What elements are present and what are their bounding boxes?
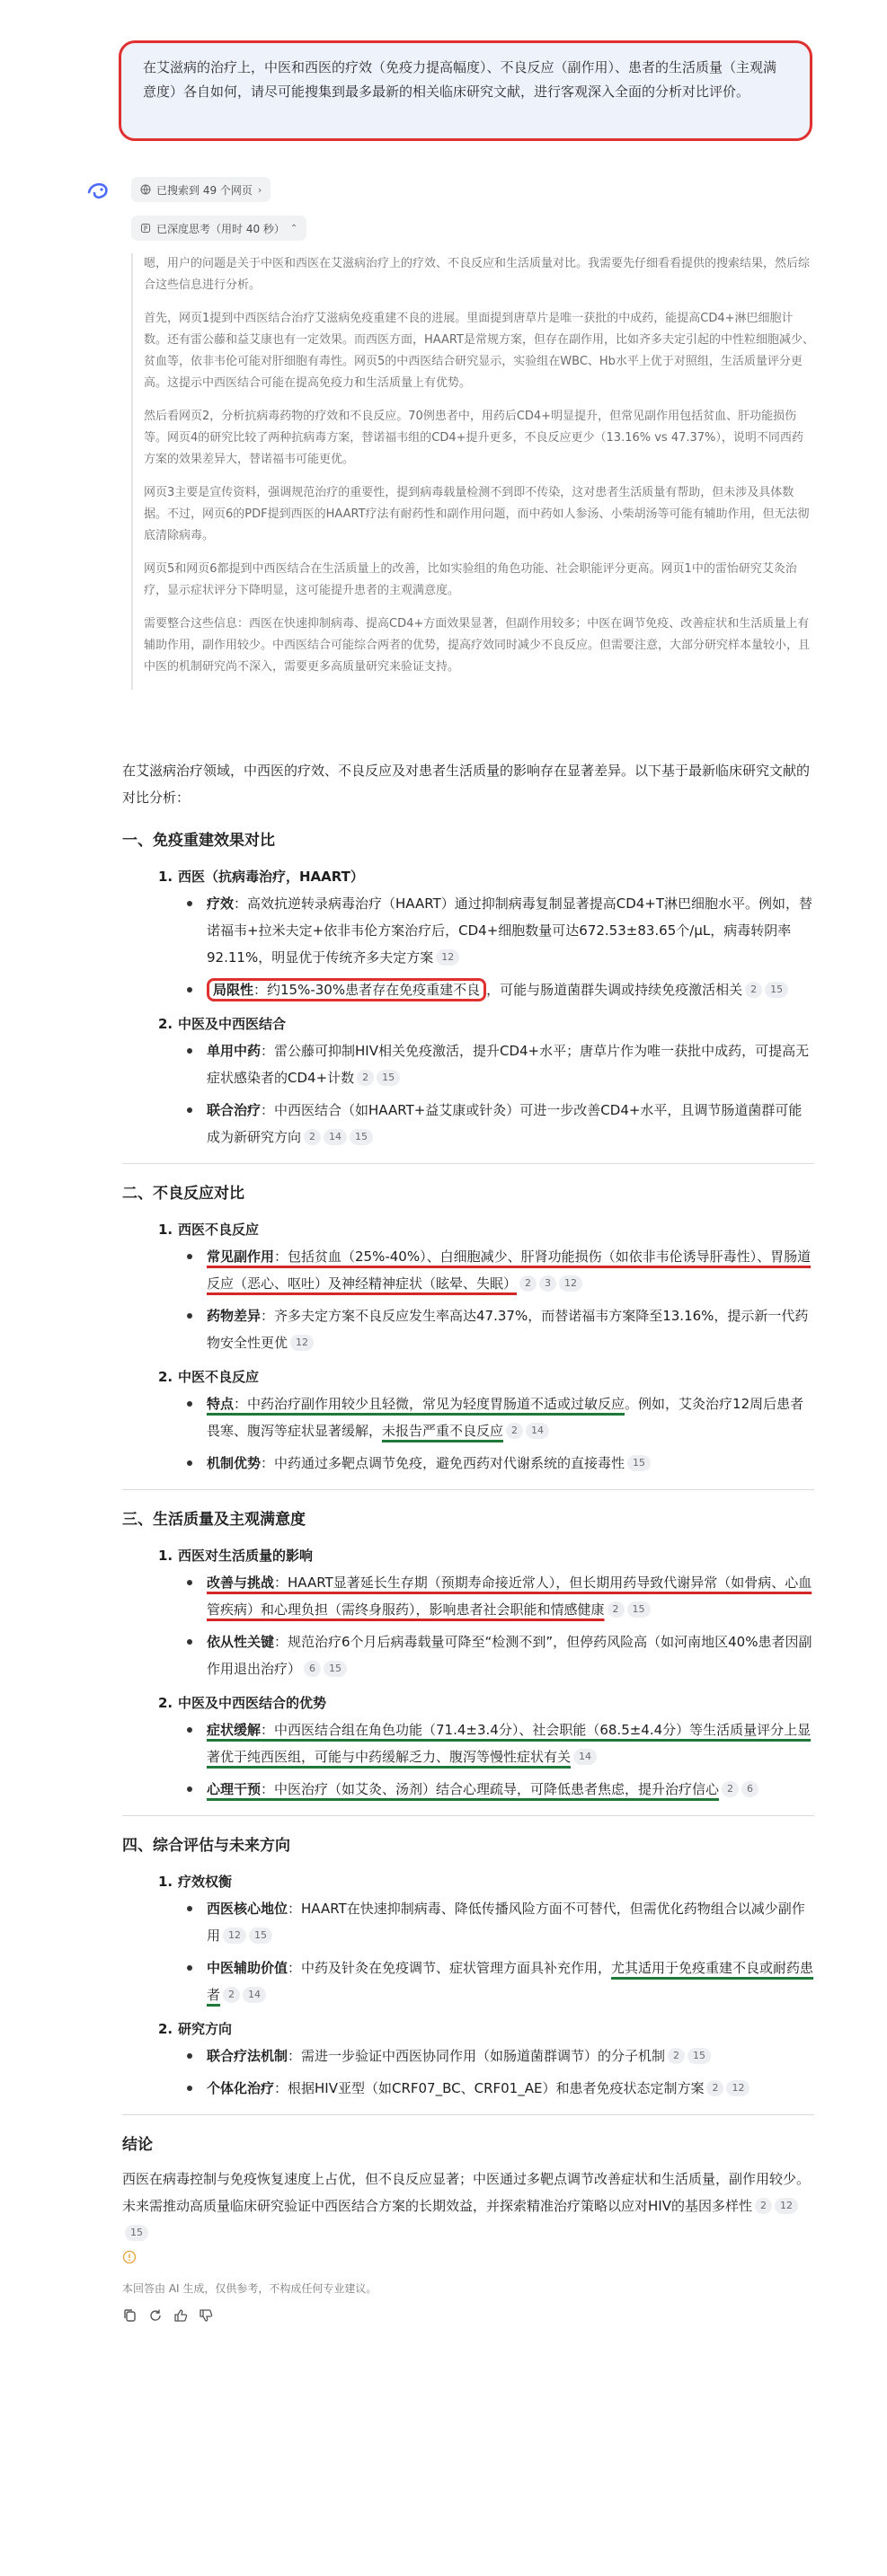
list-item: 疗效：高效抗逆转录病毒治疗（HAART）通过抑制病毒复制显著提高CD4+T淋巴细胞水平。例如，替诺福韦+拉米夫定+依非韦伦方案治疗后，CD4+细胞数量可达672.53±83.65个/μL，病毒转阴率92.11%，明显优于传统齐多夫定方案 12 <box>183 890 814 971</box>
subsection-title: 2. 中医及中西医结合 <box>158 1016 287 1032</box>
think-paragraph: 网页3主要是宣传资料，强调规范治疗的重要性，提到病毒载量检测不到即不传染，这对患者生活质量有帮助，但未涉及具体数据。不过，网页6的PDF提到西医的HAART疗法有耐药性和副作用问题，而中药如人参汤、小柴胡汤等可能有辅助作用，但无法彻底清除病毒。 <box>144 486 810 543</box>
list-item: 局限性：约15%-30%患者存在免疫重建不良 ，可能与肠道菌群失调或持续免疫激活相关 2 15 <box>183 976 814 1003</box>
divider <box>122 2114 814 2115</box>
section-title: 一、免疫重建效果对比 <box>122 832 275 850</box>
citation-badge[interactable]: 15 <box>350 1129 373 1145</box>
chevron-right-icon: › <box>257 183 262 196</box>
thumbs-up-icon[interactable] <box>173 2307 189 2324</box>
citation-badge[interactable]: 12 <box>726 2080 750 2096</box>
citation-badge[interactable]: 6 <box>304 1661 321 1677</box>
list-item: 依从性关键：规范治疗6个月后病毒载量可降至“检测不到”，但停药风险高（如河南地区40%患者因副作用退出治疗） 6 15 <box>183 1628 814 1682</box>
subsection-title: 1. 西医不良反应 <box>158 1222 260 1238</box>
user-query-bubble <box>119 40 812 141</box>
deep-think-pill[interactable] <box>131 216 306 241</box>
search-results-label: 已搜索到 49 个网页 <box>156 183 253 197</box>
citation-badge[interactable]: 15 <box>249 1928 272 1944</box>
citation-badge[interactable]: 2 <box>357 1070 374 1086</box>
citation-badge[interactable]: 2 <box>745 982 762 998</box>
chevron-up-icon: ⌃ <box>289 223 298 234</box>
list-item: 西医核心地位：HAART在快速抑制病毒、降低传播风险方面不可替代，但需优化药物组合以减少副作用 12 15 <box>183 1895 814 1949</box>
subsection-title: 2. 研究方向 <box>158 2021 233 2037</box>
think-paragraph: 嗯，用户的问题是关于中医和西医在艾滋病治疗上的疗效、不良反应和生活质量对比。我需要先仔细看看提供的搜索结果，然后综合这些信息进行分析。 <box>144 257 811 292</box>
list-item: 特点：中药治疗副作用较少且轻微，常见为轻度胃肠道不适或过敏反应。例如，艾灸治疗12周后患者畏寒、腹泻等症状显著缓解，未报告严重不良反应 2 14 <box>183 1390 814 1444</box>
list-item: 改善与挑战：HAART显著延长生存期（预期寿命接近常人），但长期用药导致代谢异常（如骨病、心血管疾病）和心理负担（需终身服药），影响患者社会职能和情感健康 2 15 <box>183 1569 814 1623</box>
think-paragraph: 然后看网页2，分析抗病毒药物的疗效和不良反应。70例患者中，用药后CD4+明显提升，但常见副作用包括贫血、肝功能损伤等。网页4的研究比较了两种抗病毒方案，替诺福韦组的CD4+提升更多，不良反应更少（13.16% vs 47.37%），说明不同西药方案的效果差异大，替诺福韦可能更优。 <box>144 410 803 466</box>
subsection-title: 1. 疗效权衡 <box>158 1874 233 1890</box>
copy-icon[interactable] <box>122 2307 138 2324</box>
subsection-title: 1. 西医对生活质量的影响 <box>158 1548 314 1564</box>
conclusion-title: 结论 <box>122 2136 153 2154</box>
think-paragraph: 首先，网页1提到中西医结合治疗艾滋病免疫重建不良的进展。里面提到唐草片是唯一获批的中成药，能提高CD4+淋巴细胞计数。还有雷公藤和益艾康也有一定效果。而西医方面，HAART是常规方案，但存在副作用，比如齐多夫定引起的中性粒细胞减少、贫血等，依非韦伦可能对肝细胞有毒性。网页5的中西医结合研究显示，实验组在WBC、Hb水平上优于对照组，生活质量评分更高。这提示中西医结合可能在提高免疫力和生活质量上有优势。 <box>144 312 814 390</box>
deep-think-label: 已深度思考（用时 40 秒） <box>156 222 285 235</box>
citation-badge[interactable]: 2 <box>304 1129 321 1145</box>
citation-badge[interactable]: 15 <box>687 2048 711 2064</box>
thinking-panel <box>131 253 814 690</box>
list-item: 常见副作用：包括贫血（25%-40%）、白细胞减少、肝肾功能损伤（如依非韦伦诱导肝毒性）、胃肠道反应（恶心、呕吐）及神经精神症状（眩晕、失眠） 2 3 12 <box>183 1243 814 1297</box>
citation-badge[interactable]: 14 <box>573 1749 597 1765</box>
divider <box>122 1815 814 1816</box>
think-paragraph: 需要整合这些信息：西医在快速抑制病毒、提高CD4+方面效果显著，但副作用较多；中医在调节免疫、改善症状和生活质量上有辅助作用，副作用较少。中西医结合可能综合两者的优势，提高疗效同时减少不良反应。但需要注意，大部分研究样本量较小，且中医的机制研究尚不深入，需要更多高质量研究来验证支持。 <box>144 617 811 674</box>
citation-badge[interactable]: 15 <box>627 1601 651 1618</box>
brain-icon <box>140 223 151 234</box>
list-item: 机制优势：中药通过多靶点调节免疫，避免西药对代谢系统的直接毒性 15 <box>183 1450 814 1477</box>
answer-body <box>122 757 814 2324</box>
divider <box>122 1163 814 1164</box>
citation-badge[interactable]: 12 <box>559 1275 582 1292</box>
think-paragraph: 网页5和网页6都提到中西医结合在生活质量上的改善，比如实验组的角色功能、社会职能评分更高。网页1中的雷怡研究艾灸治疗，显示症状评分下降明显，这可能提升患者的主观满意度。 <box>144 562 797 597</box>
citation-badge[interactable]: 2 <box>668 2048 685 2064</box>
list-item: 症状缓解：中西医结合组在角色功能（71.4±3.4分）、社会职能（68.5±4.4分）等生活质量评分上显著优于纯西医组，可能与中药缓解乏力、腹泻等慢性症状有关 14 <box>183 1716 814 1770</box>
citation-badge[interactable]: 2 <box>223 1987 240 2003</box>
citation-badge[interactable]: 12 <box>436 949 459 966</box>
regenerate-icon[interactable] <box>147 2307 164 2324</box>
section-title: 四、综合评估与未来方向 <box>122 1837 290 1855</box>
citation-badge[interactable]: 2 <box>608 1601 625 1618</box>
list-item: 联合治疗：中西医结合（如HAART+益艾康或针灸）可进一步改善CD4+水平，且调节肠道菌群可能成为新研究方向 2 14 15 <box>183 1097 814 1151</box>
section-title: 三、生活质量及主观满意度 <box>122 1511 306 1529</box>
citation-badge[interactable]: 15 <box>125 2225 148 2241</box>
globe-icon <box>140 184 151 195</box>
citation-badge[interactable]: 15 <box>377 1070 400 1086</box>
assistant-avatar-icon <box>86 180 110 203</box>
list-item: 单用中药：雷公藤可抑制HIV相关免疫激活，提升CD4+水平；唐草片作为唯一获批中成药，可提高无症状感染者的CD4+计数 2 15 <box>183 1037 814 1091</box>
citation-badge[interactable]: 2 <box>755 2198 772 2214</box>
citation-badge[interactable]: 15 <box>765 982 788 998</box>
warning-icon <box>122 2250 137 2264</box>
subsection-title: 2. 中医及中西医结合的优势 <box>158 1695 327 1711</box>
list-item: 心理干预：中医治疗（如艾灸、汤剂）结合心理疏导，可降低患者焦虑，提升治疗信心 2 6 <box>183 1776 814 1803</box>
citation-badge[interactable]: 2 <box>722 1781 739 1797</box>
subsection-title: 2. 中医不良反应 <box>158 1369 260 1385</box>
citation-badge[interactable]: 14 <box>324 1129 347 1145</box>
highlight-box: 局限性：约15%-30%患者存在免疫重建不良 <box>207 978 486 1001</box>
citation-badge[interactable]: 14 <box>243 1987 266 2003</box>
list-item: 药物差异：齐多夫定方案不良反应发生率高达47.37%，而替诺福韦方案降至13.16%，提示新一代药物安全性更优 12 <box>183 1302 814 1356</box>
search-results-pill[interactable] <box>131 177 271 202</box>
citation-badge[interactable]: 2 <box>519 1275 537 1292</box>
conclusion-text: 西医在病毒控制与免疫恢复速度上占优，但不良反应显著；中医通过多靶点调节改善症状和生活质量，副作用较少。未来需推动高质量临床研究验证中西医结合方案的长期效益，并探索精准治疗策略以应对HIV的基因多样性 2 1215 <box>122 2166 814 2246</box>
divider <box>122 1489 814 1490</box>
thumbs-down-icon[interactable] <box>198 2307 214 2324</box>
citation-badge[interactable]: 12 <box>775 2198 798 2214</box>
citation-badge[interactable]: 12 <box>290 1335 314 1351</box>
citation-badge[interactable]: 2 <box>506 1423 523 1439</box>
ai-disclaimer: 本回答由 AI 生成，仅供参考，不构成任何专业建议。 <box>122 2282 377 2295</box>
user-query-text: 在艾滋病的治疗上，中医和西医的疗效（免疫力提高幅度）、不良反应（副作用）、患者的生活质量（主观满意度）各自如何，请尽可能搜集到最多最新的相关临床研究文献，进行客观深入全面的分析对比评价。 <box>143 59 777 100</box>
citation-badge[interactable]: 14 <box>526 1423 549 1439</box>
list-item: 个体化治疗：根据HIV亚型（如CRF07_BC、CRF01_AE）和患者免疫状态定制方案 2 12 <box>183 2075 814 2102</box>
citation-badge[interactable]: 2 <box>706 2080 723 2096</box>
citation-badge[interactable]: 6 <box>741 1781 758 1797</box>
citation-badge[interactable]: 3 <box>539 1275 556 1292</box>
list-item: 联合疗法机制：需进一步验证中西医协同作用（如肠道菌群调节）的分子机制 2 15 <box>183 2042 814 2069</box>
subsection-title: 1. 西医（抗病毒治疗，HAART） <box>158 869 364 885</box>
citation-badge[interactable]: 12 <box>223 1928 246 1944</box>
list-item: 中医辅助价值：中药及针灸在免疫调节、症状管理方面具补充作用，尤其适用于免疫重建不良或耐药患者 2 14 <box>183 1954 814 2008</box>
citation-badge[interactable]: 15 <box>324 1661 347 1677</box>
message-actions <box>122 2307 814 2324</box>
section-title: 二、不良反应对比 <box>122 1185 244 1203</box>
answer-intro: 在艾滋病治疗领域，中西医的疗效、不良反应及对患者生活质量的影响存在显著差异。以下基于最新临床研究文献的对比分析： <box>122 763 811 806</box>
citation-badge[interactable]: 15 <box>627 1455 651 1471</box>
